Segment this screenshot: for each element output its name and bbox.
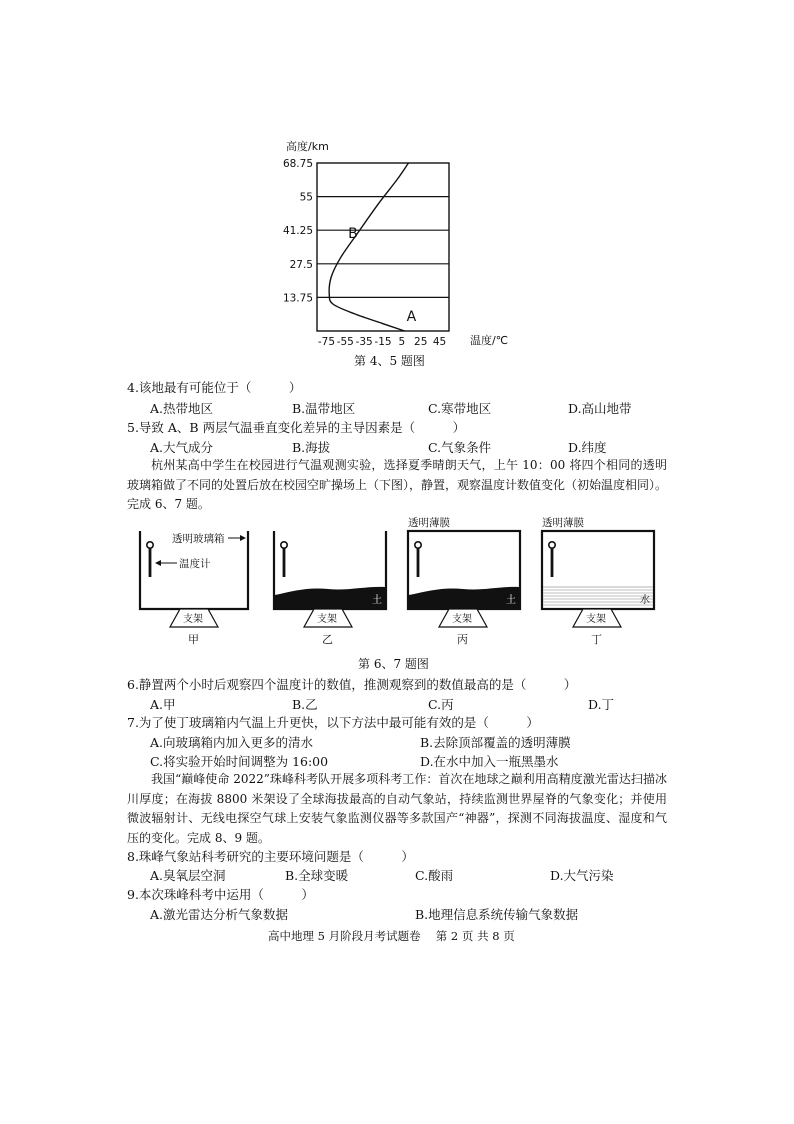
box-yi: [274, 531, 386, 646]
question-8-option-b[interactable]: B.全球变暖: [285, 868, 349, 883]
question-5-option-c[interactable]: C.气象条件: [428, 440, 492, 455]
question-6-option-b[interactable]: B.乙: [292, 697, 318, 712]
question-8-option-c[interactable]: C.酸雨: [415, 868, 454, 883]
y-axis-label: 高度/km: [286, 140, 329, 153]
box-jia: [140, 531, 248, 646]
stand-label-jia: 支架: [183, 614, 203, 625]
question-7-option-a[interactable]: A.向玻璃箱内加入更多的清水: [150, 735, 314, 750]
film-label-ding: 透明薄膜: [542, 517, 584, 529]
question-7-option-c[interactable]: C.将实验开始时间调整为 16:00: [150, 754, 329, 769]
question-5-option-a[interactable]: A.大气成分: [150, 440, 214, 455]
y-tick-label: 41.25: [282, 225, 313, 238]
question-9-stem: 9.本次珠峰科考中运用（ ）: [127, 887, 314, 902]
thermometer-icon: [549, 542, 555, 577]
x-tick-label: 5: [398, 336, 406, 348]
question-5-stem: 5.导致 A、B 两层气温垂直变化差异的主导因素是（ ）: [127, 420, 466, 435]
question-8-option-d[interactable]: D.大气污染: [550, 868, 614, 883]
x-tick-label: -55: [336, 336, 354, 348]
stand-label-ding: 支架: [586, 614, 606, 625]
box-name-yi: 乙: [322, 633, 333, 646]
passage-8-9-text: 我国“巅峰使命 2022”珠峰科考队开展多项科考工作：首次在地球之巅利用高精度激光雷达扫描冰川厚度；在海拔 8800 米架设了全球海拔最高的自动气象站，持续监测世界屋脊的气象变化；并使用微波辐射计、无线电探空气球上安装气象监测仪器等多款国产“神器”，探测不同海拔温度、湿度和气压的变化。完成 8、9 题。: [127, 772, 667, 845]
question-9-option-a[interactable]: A.激光雷达分析气象数据: [150, 907, 289, 922]
soil-label-yi: 土: [372, 595, 382, 606]
layer-label-a: A: [406, 309, 417, 326]
passage-6-7-text: 杭州某高中学生在校园进行气温观测实验，选择夏季晴朗天气，上午 10：00 将四个相同的透明玻璃箱做了不同的处置后放在校园空旷操场上（下图），静置，观察温度计数值变化（初始温度相同）。完成 6、7 题。: [127, 458, 668, 511]
y-tick-label: 13.75: [282, 292, 313, 305]
box-bing: [408, 516, 520, 646]
water-layer: [543, 587, 653, 605]
question-6-option-c[interactable]: C.丙: [428, 697, 454, 712]
film-label-bing: 透明薄膜: [408, 517, 450, 529]
question-7-option-d[interactable]: D.在水中加入一瓶黑墨水: [420, 754, 559, 769]
x-tick-label: -15: [374, 336, 392, 348]
box-ding: [542, 516, 654, 646]
box-name-ding: 丁: [591, 633, 602, 646]
question-4-option-a[interactable]: A.热带地区: [150, 401, 214, 416]
passage-6-7: [127, 456, 667, 515]
x-tick-label: 25: [414, 336, 428, 348]
x-tick-label: -35: [355, 336, 373, 348]
glass-box-experiment-figure: [128, 515, 668, 650]
x-axis-label: 温度/℃: [470, 334, 509, 347]
water-label-ding: 水: [640, 595, 650, 606]
glass-box-label: 透明玻璃箱: [172, 533, 225, 545]
layer-label-b: B: [348, 226, 358, 243]
figure-caption-6-7: 第 6、7 题图: [358, 657, 429, 671]
y-tick-label: 55: [299, 191, 313, 204]
box-name-bing: 丙: [457, 633, 468, 646]
question-6-option-d[interactable]: D.丁: [588, 697, 615, 712]
question-8-stem: 8.珠峰气象站科考研究的主要环境问题是（ ）: [127, 849, 414, 864]
box-name-jia: 甲: [188, 633, 199, 646]
temperature-profile-line: [329, 163, 408, 331]
stand-label-yi: 支架: [317, 614, 337, 625]
question-4-option-c[interactable]: C.寒带地区: [428, 401, 492, 416]
question-5-option-b[interactable]: B.海拔: [292, 440, 331, 455]
temperature-altitude-chart: [270, 135, 520, 355]
y-tick-label: 27.5: [289, 258, 313, 271]
thermometer-icon: [281, 542, 287, 577]
y-tick-label: 68.75: [282, 158, 313, 170]
question-4-stem: 4.该地最有可能位于（ ）: [127, 380, 302, 395]
stand-label-bing: 支架: [452, 614, 472, 625]
x-tick-label: -75: [317, 336, 336, 348]
passage-8-9: [127, 770, 667, 848]
question-6-option-a[interactable]: A.甲: [150, 697, 176, 712]
question-9-option-b[interactable]: B.地理信息系统传输气象数据: [415, 907, 579, 922]
thermometer-icon: [415, 542, 421, 577]
question-7-stem: 7.为了使丁玻璃箱内气温上升更快，以下方法中最可能有效的是（ ）: [127, 715, 539, 730]
thermometer-icon: [147, 542, 153, 577]
figure-caption-4-5: 第 4、5 题图: [354, 354, 425, 368]
question-5-option-d[interactable]: D.纬度: [568, 440, 607, 455]
question-4-option-b[interactable]: B.温带地区: [292, 401, 356, 416]
question-6-stem: 6.静置两个小时后观察四个温度计的数值，推测观察到的数值最高的是（ ）: [127, 677, 577, 692]
question-7-option-b[interactable]: B.去除顶部覆盖的透明薄膜: [420, 735, 571, 750]
soil-label-bing: 土: [506, 595, 516, 606]
x-tick-label: 45: [432, 336, 447, 348]
question-8-option-a[interactable]: A.臭氧层空洞: [150, 868, 226, 883]
thermometer-label: 温度计: [179, 558, 211, 570]
page-footer: 高中地理 5 月阶段月考试题卷 第 2 页 共 8 页: [268, 929, 515, 943]
question-4-option-d[interactable]: D.高山地带: [568, 401, 632, 416]
